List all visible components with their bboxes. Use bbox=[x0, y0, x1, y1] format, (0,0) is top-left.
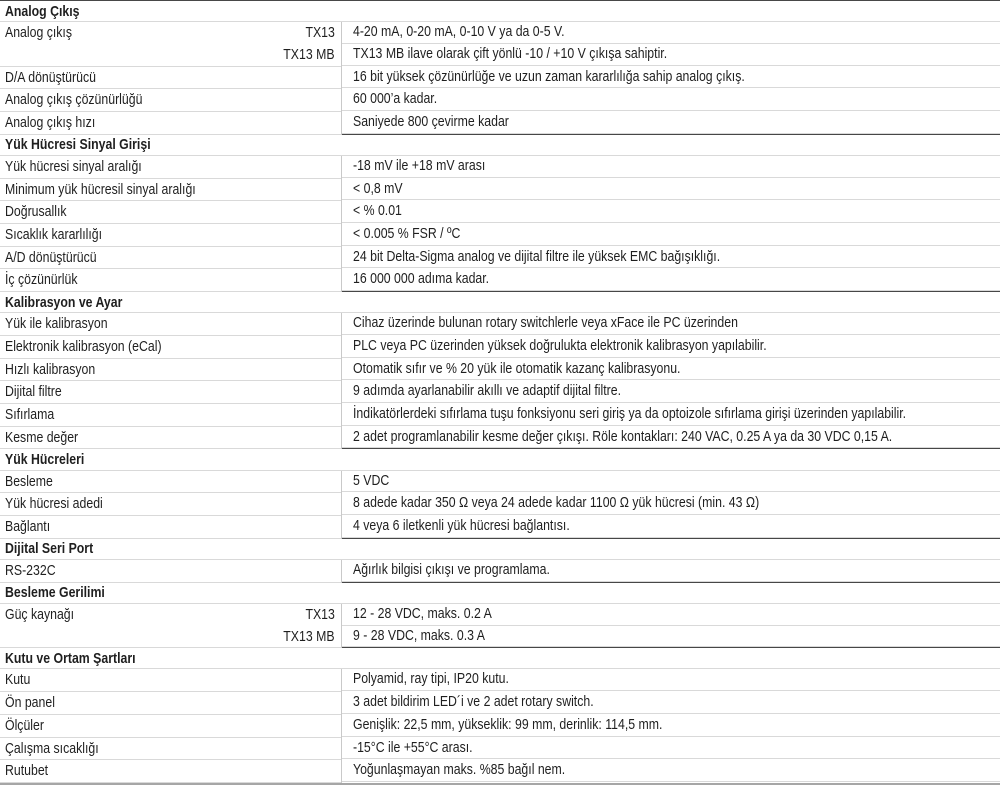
spec-row bbox=[0, 201, 1000, 224]
section-header bbox=[0, 582, 1000, 604]
spec-value: Yoğunlaşmayan maks. %85 bağıl nem. bbox=[342, 760, 1000, 782]
spec-values bbox=[341, 201, 1000, 224]
spec-row bbox=[0, 359, 1000, 382]
spec-row-left bbox=[0, 313, 341, 336]
spec-label: Bağlantı bbox=[5, 518, 51, 536]
spec-row-left bbox=[0, 89, 341, 112]
spec-section bbox=[0, 647, 1000, 783]
spec-row-left bbox=[0, 22, 341, 66]
spec-row bbox=[0, 89, 1000, 112]
spec-value: -15°C ile +55°C arası. bbox=[342, 738, 1000, 760]
spec-row bbox=[0, 313, 1000, 336]
spec-section bbox=[0, 291, 1000, 449]
section-header bbox=[0, 448, 1000, 470]
section-rows bbox=[0, 669, 1000, 783]
spec-row-left bbox=[0, 516, 341, 539]
spec-value: Cihaz üzerinde bulunan rotary switchlerle veya xFace ile PC üzerinden bbox=[342, 313, 1000, 335]
spec-row bbox=[0, 738, 1000, 761]
spec-value: Saniyede 800 çevirme kadar bbox=[342, 112, 1000, 134]
spec-section bbox=[0, 134, 1000, 292]
section-title: Yük Hücreleri bbox=[5, 451, 85, 469]
spec-value: İndikatörlerdeki sıfırlama tuşu fonksiyonu seri giriş ya da optoizole sıfırlama girişi üzerinden yapılabilir. bbox=[342, 404, 1000, 426]
spec-row-left bbox=[0, 381, 341, 404]
spec-row-left bbox=[0, 715, 341, 738]
spec-row bbox=[0, 404, 1000, 427]
spec-row bbox=[0, 493, 1000, 516]
spec-label: Doğrusallık bbox=[5, 203, 67, 221]
spec-values bbox=[341, 247, 1000, 270]
spec-row-left bbox=[0, 560, 341, 583]
spec-values bbox=[341, 760, 1000, 783]
variant-label: TX13 MB bbox=[283, 627, 335, 645]
spec-row-left bbox=[0, 493, 341, 516]
spec-label: İç çözünürlük bbox=[5, 271, 78, 289]
spec-value: 3 adet bildirim LED´i ve 2 adet rotary switch. bbox=[342, 692, 1000, 714]
section-title: Kutu ve Ortam Şartları bbox=[5, 649, 136, 667]
spec-row bbox=[0, 516, 1000, 539]
spec-value: 4-20 mA, 0-20 mA, 0-10 V ya da 0-5 V. bbox=[342, 22, 1000, 44]
spec-values bbox=[341, 669, 1000, 692]
spec-label: Ölçüler bbox=[5, 716, 44, 734]
spec-label: Yük hücresi adedi bbox=[5, 495, 103, 513]
spec-label: Yük ile kalibrasyon bbox=[5, 315, 108, 333]
spec-label: Çalışma sıcaklığı bbox=[5, 739, 99, 757]
spec-row-left bbox=[0, 247, 341, 270]
spec-value: -18 mV ile +18 mV arası bbox=[342, 156, 1000, 178]
spec-row bbox=[0, 336, 1000, 359]
section-title: Besleme Gerilimi bbox=[5, 584, 105, 602]
section-rows bbox=[0, 560, 1000, 583]
spec-row bbox=[0, 67, 1000, 90]
spec-row-left bbox=[0, 669, 341, 692]
spec-value: 9 adımda ayarlanabilir akıllı ve adaptif dijital filtre. bbox=[342, 381, 1000, 403]
spec-value: 8 adede kadar 350 Ω veya 24 adede kadar 1100 Ω yük hücresi (min. 43 Ω) bbox=[342, 493, 1000, 515]
spec-values bbox=[341, 112, 1000, 135]
section-header bbox=[0, 291, 1000, 313]
spec-label: Analog çıkış hızı bbox=[5, 113, 96, 131]
spec-label: Minimum yük hücresil sinyal aralığı bbox=[5, 180, 196, 198]
spec-values bbox=[341, 224, 1000, 247]
spec-row bbox=[0, 112, 1000, 135]
spec-values bbox=[341, 381, 1000, 404]
spec-label: Ön panel bbox=[5, 694, 55, 712]
spec-section bbox=[0, 538, 1000, 583]
spec-value: Ağırlık bilgisi çıkışı ve programlama. bbox=[342, 560, 1000, 582]
spec-values bbox=[341, 22, 1000, 66]
variant-label: TX13 MB bbox=[283, 45, 335, 63]
spec-values bbox=[341, 738, 1000, 761]
section-title: Analog Çıkış bbox=[5, 2, 80, 20]
spec-label: Güç kaynağı bbox=[5, 605, 75, 623]
spec-values bbox=[341, 179, 1000, 202]
spec-row bbox=[0, 179, 1000, 202]
spec-row-left bbox=[0, 269, 341, 292]
section-title: Kalibrasyon ve Ayar bbox=[5, 293, 123, 311]
spec-values bbox=[341, 493, 1000, 516]
spec-values bbox=[341, 269, 1000, 292]
spec-label: Besleme bbox=[5, 472, 53, 490]
spec-row bbox=[0, 22, 1000, 66]
spec-row-left bbox=[0, 471, 341, 494]
spec-label: Sıfırlama bbox=[5, 406, 55, 424]
section-header bbox=[0, 647, 1000, 669]
section-title: Dijital Seri Port bbox=[5, 540, 94, 558]
spec-label: Sıcaklık kararlılığı bbox=[5, 225, 103, 243]
spec-variants bbox=[272, 604, 341, 647]
spec-section bbox=[0, 0, 1000, 135]
spec-values bbox=[341, 715, 1000, 738]
section-rows bbox=[0, 313, 1000, 449]
spec-row-left bbox=[0, 336, 341, 359]
spec-value: 24 bit Delta-Sigma analog ve dijital filtre ile yüksek EMC bağışıklığı. bbox=[342, 247, 1000, 269]
spec-row-left bbox=[0, 359, 341, 382]
spec-section bbox=[0, 448, 1000, 538]
spec-row bbox=[0, 156, 1000, 179]
spec-values bbox=[341, 156, 1000, 179]
spec-label: Kutu bbox=[5, 671, 31, 689]
section-rows bbox=[0, 156, 1000, 292]
spec-row-left bbox=[0, 112, 341, 135]
spec-row-left bbox=[0, 427, 341, 450]
spec-values bbox=[341, 359, 1000, 382]
section-rows bbox=[0, 22, 1000, 134]
section-header bbox=[0, 538, 1000, 560]
spec-values bbox=[341, 336, 1000, 359]
spec-value: PLC veya PC üzerinden yüksek doğrulukta elektronik kalibrasyon yapılabilir. bbox=[342, 336, 1000, 358]
spec-label: Yük hücresi sinyal aralığı bbox=[5, 157, 142, 175]
spec-value: 4 veya 6 iletkenli yük hücresi bağlantısı. bbox=[342, 516, 1000, 538]
spec-value: 12 - 28 VDC, maks. 0.2 A bbox=[342, 604, 1000, 626]
spec-row bbox=[0, 692, 1000, 715]
spec-row bbox=[0, 715, 1000, 738]
spec-row-left bbox=[0, 156, 341, 179]
spec-row bbox=[0, 224, 1000, 247]
spec-values bbox=[341, 471, 1000, 494]
spec-row-left bbox=[0, 201, 341, 224]
spec-value: Otomatik sıfır ve % 20 yük ile otomatik kazanç kalibrasyonu. bbox=[342, 359, 1000, 381]
spec-row bbox=[0, 560, 1000, 583]
spec-label: Analog çıkış çözünürlüğü bbox=[5, 91, 143, 109]
spec-label: Dijital filtre bbox=[5, 383, 62, 401]
spec-values bbox=[341, 692, 1000, 715]
spec-value: 60 000’a kadar. bbox=[342, 89, 1000, 111]
spec-values bbox=[341, 516, 1000, 539]
spec-row-left bbox=[0, 67, 341, 90]
spec-value: 16 000 000 adıma kadar. bbox=[342, 269, 1000, 291]
spec-values bbox=[341, 67, 1000, 90]
spec-section bbox=[0, 582, 1000, 649]
variant-label: TX13 bbox=[305, 24, 335, 42]
spec-row bbox=[0, 604, 1000, 648]
spec-row bbox=[0, 247, 1000, 270]
section-rows bbox=[0, 471, 1000, 539]
spec-row bbox=[0, 760, 1000, 783]
spec-values bbox=[341, 604, 1000, 648]
spec-row-left bbox=[0, 760, 341, 783]
spec-label: Hızlı kalibrasyon bbox=[5, 360, 96, 378]
section-header bbox=[0, 134, 1000, 156]
spec-value: Polyamid, ray tipi, IP20 kutu. bbox=[342, 669, 1000, 691]
variant-label: TX13 bbox=[305, 605, 335, 623]
spec-value: TX13 MB ilave olarak çift yönlü -10 / +10 V çıkışa sahiptir. bbox=[342, 44, 1000, 66]
spec-value: 2 adet programlanabilir kesme değer çıkışı. Röle kontakları: 240 VAC, 0.25 A ya da 30 VDC 0,15 A. bbox=[342, 427, 1000, 449]
section-title: Yük Hücresi Sinyal Girişi bbox=[5, 136, 151, 154]
spec-value: 9 - 28 VDC, maks. 0.3 A bbox=[342, 626, 1000, 648]
spec-row-left bbox=[0, 179, 341, 202]
spec-values bbox=[341, 427, 1000, 450]
spec-variants bbox=[272, 22, 341, 65]
spec-row-left bbox=[0, 404, 341, 427]
spec-label: D/A dönüştürücü bbox=[5, 68, 96, 86]
spec-values bbox=[341, 313, 1000, 336]
spec-value: 16 bit yüksek çözünürlüğe ve uzun zaman kararlılığa sahip analog çıkış. bbox=[342, 67, 1000, 89]
spec-row bbox=[0, 669, 1000, 692]
spec-values bbox=[341, 89, 1000, 112]
spec-row bbox=[0, 471, 1000, 494]
spec-row bbox=[0, 269, 1000, 292]
section-header bbox=[0, 0, 1000, 22]
spec-label: Elektronik kalibrasyon (eCal) bbox=[5, 337, 162, 355]
spec-row-left bbox=[0, 224, 341, 247]
spec-row-left bbox=[0, 738, 341, 761]
spec-label: Analog çıkış bbox=[5, 24, 73, 42]
spec-value: 5 VDC bbox=[342, 471, 1000, 493]
spec-row bbox=[0, 381, 1000, 404]
spec-values bbox=[341, 560, 1000, 583]
spec-label: A/D dönüştürücü bbox=[5, 248, 97, 266]
spec-label: Kesme değer bbox=[5, 428, 79, 446]
spec-label: RS-232C bbox=[5, 561, 56, 579]
spec-row-left bbox=[0, 604, 341, 648]
spec-values bbox=[341, 404, 1000, 427]
spec-row bbox=[0, 427, 1000, 450]
spec-label: Rutubet bbox=[5, 762, 49, 780]
spec-value: < 0.005 % FSR / ºC bbox=[342, 224, 1000, 246]
spec-value: < 0,8 mV bbox=[342, 179, 1000, 201]
spec-value: Genişlik: 22,5 mm, yükseklik: 99 mm, derinlik: 114,5 mm. bbox=[342, 715, 1000, 737]
spec-value: < % 0.01 bbox=[342, 201, 1000, 223]
section-rows bbox=[0, 604, 1000, 648]
spec-row-left bbox=[0, 692, 341, 715]
